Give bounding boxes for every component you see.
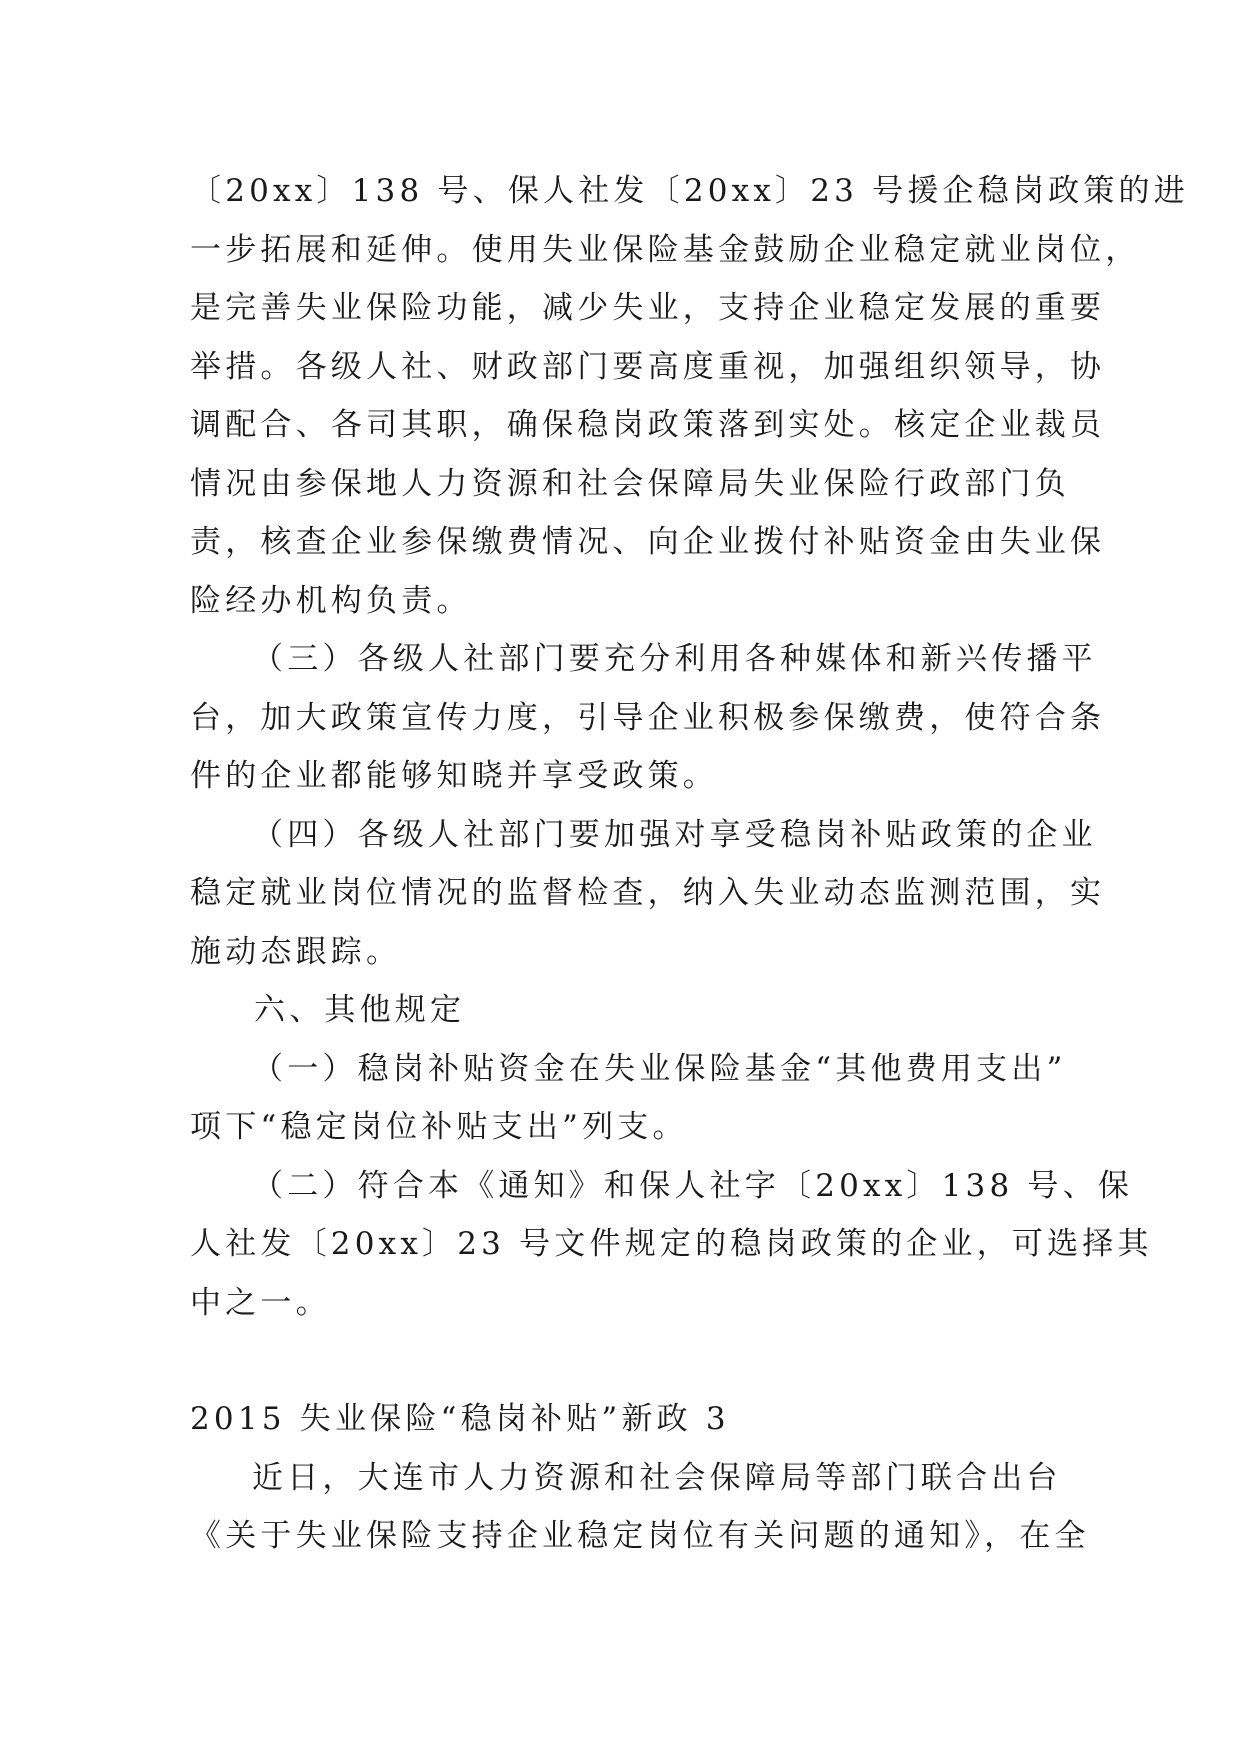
text-line: 稳定就业岗位情况的监督检查，纳入失业动态监测范围，实 xyxy=(190,875,1106,911)
text-line: 中之一。 xyxy=(190,1284,331,1321)
text-line: 责，核查企业参保缴费情况、向企业拨付补贴资金由失业保 xyxy=(190,524,1106,560)
text-line: 调配合、各司其职，确保稳岗政策落到实处。核定企业裁员 xyxy=(190,407,1106,443)
text-line: 《关于失业保险支持企业稳定岗位有关问题的通知》，在全 xyxy=(190,1518,1090,1554)
text-line: 〔20xx〕138 号、保人社发〔20xx〕23 号援企稳岗政策的进 xyxy=(190,173,1189,209)
text-line: （二）符合本《通知》和保人社字〔20xx〕138 号、保 xyxy=(252,1167,1134,1204)
text-line: 近日，大连市人力资源和社会保障局等部门联合出台 xyxy=(252,1459,1062,1496)
item-4-paragraph xyxy=(190,806,1106,982)
text-line: （四）各级人社部门要加强对享受稳岗补贴政策的企业 xyxy=(252,816,1097,853)
item-3-paragraph xyxy=(190,630,1106,806)
text-line: 举措。各级人社、财政部门要高度重视，加强组织领导，协 xyxy=(190,348,1106,385)
text-line: 台，加大政策宣传力度，引导企业积极参保缴费，使符合条 xyxy=(190,699,1106,736)
text-line: 项下“稳定岗位补贴支出”列支。 xyxy=(190,1109,688,1145)
text-line: 险经办机构负责。 xyxy=(190,582,472,619)
article-title: 2015 失业保险“稳岗补贴”新政 3 xyxy=(190,1401,730,1437)
continuation-paragraph xyxy=(190,162,1189,630)
text-line: 情况由参保地人力资源和社会保障局失业保险行政部门负 xyxy=(190,465,1070,502)
paragraph-gap xyxy=(190,1332,1065,1390)
article-3-paragraph xyxy=(190,1449,1090,1566)
text-line: （三）各级人社部门要充分利用各种媒体和新兴传播平 xyxy=(252,641,1097,677)
section-6-item-2 xyxy=(190,1157,1153,1333)
text-line: 是完善失业保险功能，减少失业，支持企业稳定发展的重要 xyxy=(190,290,1106,326)
text-line: 人社发〔20xx〕23 号文件规定的稳岗政策的企业，可选择其 xyxy=(190,1226,1153,1262)
section-heading: 六、其他规定 xyxy=(254,992,466,1028)
document-body xyxy=(190,162,1189,1566)
text-line: 一步拓展和延伸。使用失业保险基金鼓励企业稳定就业岗位， xyxy=(190,231,1141,268)
text-line: 件的企业都能够知晓并享受政策。 xyxy=(190,758,718,794)
text-line: 施动态跟踪。 xyxy=(190,933,402,970)
section-6-item-1 xyxy=(190,1040,1065,1157)
text-line: （一）稳岗补贴资金在失业保险基金“其他费用支出” xyxy=(252,1050,1067,1087)
